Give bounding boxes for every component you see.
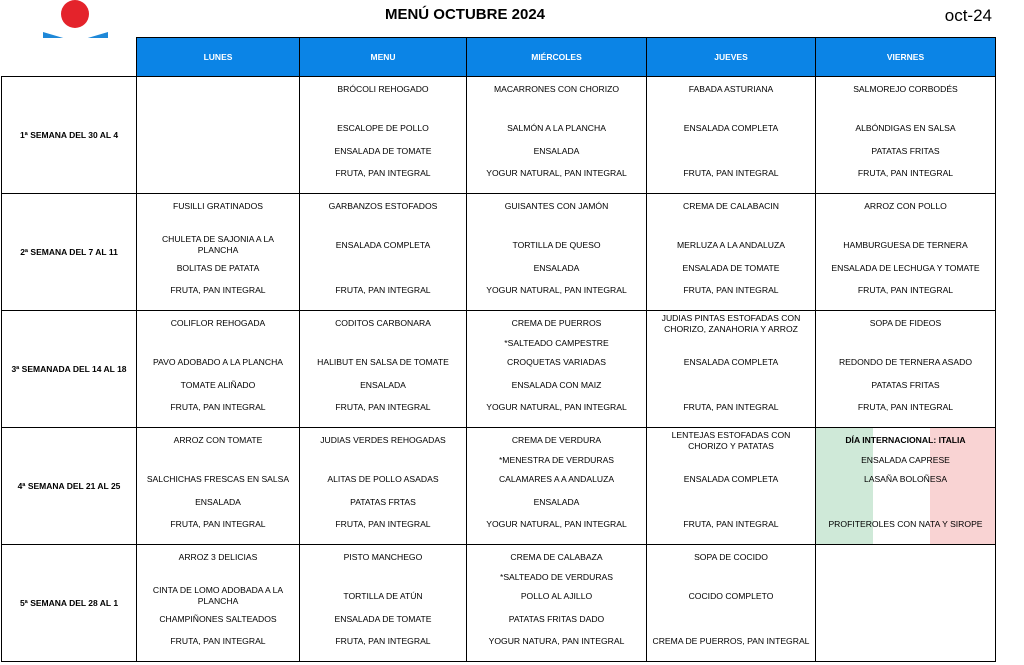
dish: ALITAS DE POLLO ASADAS bbox=[327, 474, 439, 484]
page-title: MENÚ OCTUBRE 2024 bbox=[384, 6, 546, 23]
dish: JUDIAS VERDES REHOGADAS bbox=[320, 435, 446, 445]
dish: TORTILLA DE QUESO bbox=[512, 240, 601, 250]
dish: HAMBURGUESA DE TERNERA bbox=[843, 240, 968, 250]
dish: SALMÓN A LA PLANCHA bbox=[507, 123, 606, 133]
day-cell bbox=[647, 428, 816, 545]
dish: ENSALADA bbox=[360, 380, 406, 390]
day-cell bbox=[137, 77, 300, 194]
dish: FRUTA, PAN INTEGRAL bbox=[335, 168, 431, 178]
dish: BOLITAS DE PATATA bbox=[176, 263, 260, 273]
day-cell bbox=[467, 428, 647, 545]
dish: JUDIAS PINTAS ESTOFADAS CON CHORIZO, ZANAHORIA Y ARROZ bbox=[661, 313, 801, 334]
day-cell bbox=[300, 194, 467, 311]
col-header-miercoles: MIÉRCOLES bbox=[467, 38, 647, 77]
dish: FRUTA, PAN INTEGRAL bbox=[170, 285, 266, 295]
col-header-jueves: JUEVES bbox=[647, 38, 816, 77]
week-label: 5ª SEMANA DEL 28 AL 1 bbox=[2, 545, 137, 662]
dish: ENSALADA CON MAIZ bbox=[511, 380, 602, 390]
day-cell bbox=[816, 311, 996, 428]
dish: PROFITEROLES CON NATA Y SIROPE bbox=[828, 519, 983, 529]
dish: PATATAS FRITAS bbox=[871, 380, 940, 390]
dish: CROQUETAS VARIADAS bbox=[506, 357, 606, 367]
dish: SOPA DE COCIDO bbox=[694, 552, 768, 562]
corner-cell bbox=[2, 38, 137, 77]
dish: PATATAS FRITAS bbox=[871, 146, 940, 156]
day-cell bbox=[137, 311, 300, 428]
menu-date: oct-24 bbox=[944, 6, 992, 25]
week-row bbox=[2, 428, 996, 545]
dish: LASAÑA BOLOÑESA bbox=[863, 474, 948, 484]
col-header-lunes: LUNES bbox=[137, 38, 300, 77]
dish: FRUTA, PAN INTEGRAL bbox=[683, 285, 779, 295]
week-label: 4ª SEMANA DEL 21 AL 25 bbox=[2, 428, 137, 545]
dish: ENSALADA COMPLETA bbox=[683, 357, 779, 367]
international-day-label: DÍA INTERNACIONAL: ITALIA bbox=[845, 435, 966, 445]
dish: ARROZ 3 DELICIAS bbox=[178, 552, 258, 562]
dish: *SALTEADO CAMPESTRE bbox=[504, 338, 609, 348]
week-row bbox=[2, 77, 996, 194]
day-cell bbox=[137, 545, 300, 662]
dish: MACARRONES CON CHORIZO bbox=[493, 84, 620, 94]
dish: COCIDO COMPLETO bbox=[688, 591, 774, 601]
dish: *MENESTRA DE VERDURAS bbox=[498, 455, 615, 465]
day-cell bbox=[300, 77, 467, 194]
dish: CALAMARES A A ANDALUZA bbox=[498, 474, 615, 484]
day-cell bbox=[137, 428, 300, 545]
dish: ENSALADA COMPLETA bbox=[683, 123, 779, 133]
day-cell bbox=[816, 194, 996, 311]
dish: GUISANTES CON JAMÓN bbox=[504, 201, 609, 211]
menu-table bbox=[1, 37, 996, 662]
dish: FRUTA, PAN INTEGRAL bbox=[335, 285, 431, 295]
dish: ENSALADA DE TOMATE bbox=[334, 146, 432, 156]
day-cell bbox=[467, 77, 647, 194]
dish: CODITOS CARBONARA bbox=[335, 318, 431, 328]
dish: FRUTA, PAN INTEGRAL bbox=[857, 168, 954, 178]
dish: PAVO ADOBADO A LA PLANCHA bbox=[152, 357, 284, 367]
dish: ALBÓNDIGAS EN SALSA bbox=[855, 123, 956, 133]
dish: YOGUR NATURAL, PAN INTEGRAL bbox=[486, 285, 627, 295]
dish: FRUTA, PAN INTEGRAL bbox=[857, 402, 954, 412]
dish: FUSILLI GRATINADOS bbox=[172, 201, 264, 211]
dish: CREMA DE PUERROS bbox=[511, 318, 602, 328]
dish: FRUTA, PAN INTEGRAL bbox=[170, 519, 266, 529]
dish: MERLUZA A LA ANDALUZA bbox=[677, 240, 785, 250]
dish: CREMA DE VERDURA bbox=[511, 435, 602, 445]
dish: LENTEJAS ESTOFADAS CON CHORIZO Y PATATAS bbox=[671, 430, 791, 451]
dish: CINTA DE LOMO ADOBADA A LA PLANCHA bbox=[152, 585, 284, 606]
dish: YOGUR NATURAL, PAN INTEGRAL bbox=[486, 168, 627, 178]
dish: REDONDO DE TERNERA ASADO bbox=[838, 357, 973, 367]
week-label: 3ª SEMANADA DEL 14 AL 18 bbox=[2, 311, 137, 428]
dish: FRUTA, PAN INTEGRAL bbox=[335, 402, 431, 412]
dish: YOGUR NATURAL, PAN INTEGRAL bbox=[486, 519, 627, 529]
week-label: 2ª SEMANA DEL 7 AL 11 bbox=[2, 194, 137, 311]
dish: TORTILLA DE ATÚN bbox=[343, 591, 423, 601]
dish: COLIFLOR REHOGADA bbox=[170, 318, 266, 328]
dish: FRUTA, PAN INTEGRAL bbox=[683, 168, 779, 178]
day-cell bbox=[467, 194, 647, 311]
dish: ENSALADA bbox=[533, 497, 580, 507]
day-cell bbox=[300, 311, 467, 428]
dish: FABADA ASTURIANA bbox=[688, 84, 774, 94]
dish: SALCHICHAS FRESCAS EN SALSA bbox=[146, 474, 290, 484]
week-row bbox=[2, 311, 996, 428]
dish: FRUTA, PAN INTEGRAL bbox=[335, 636, 431, 646]
dish: ENSALADA bbox=[195, 497, 241, 507]
dish: PATATAS FRTAS bbox=[350, 497, 416, 507]
day-cell bbox=[647, 311, 816, 428]
day-cell bbox=[816, 77, 996, 194]
day-cell bbox=[300, 545, 467, 662]
dish: ENSALADA bbox=[533, 146, 580, 156]
day-cell-empty bbox=[816, 545, 996, 662]
day-cell bbox=[467, 545, 647, 662]
dish: FRUTA, PAN INTEGRAL bbox=[170, 636, 266, 646]
dish: PISTO MANCHEGO bbox=[343, 552, 423, 562]
week-row bbox=[2, 194, 996, 311]
dish: ARROZ CON POLLO bbox=[864, 201, 947, 211]
day-cell bbox=[137, 194, 300, 311]
dish: BRÓCOLI REHOGADO bbox=[337, 84, 429, 94]
header-row bbox=[2, 38, 996, 77]
dish: FRUTA, PAN INTEGRAL bbox=[683, 519, 779, 529]
dish: ESCALOPE DE POLLO bbox=[337, 123, 429, 133]
dish: YOGUR NATURA, PAN INTEGRAL bbox=[488, 636, 625, 646]
week-row bbox=[2, 545, 996, 662]
dish: ENSALADA DE LECHUGA Y TOMATE bbox=[831, 263, 980, 273]
dish: CHAMPIÑONES SALTEADOS bbox=[159, 614, 277, 624]
dish: ENSALADA CAPRESE bbox=[861, 455, 950, 465]
dish: FRUTA, PAN INTEGRAL bbox=[170, 402, 266, 412]
dish: *SALTEADO DE VERDURAS bbox=[499, 572, 614, 582]
dish: CREMA DE CALABACIN bbox=[683, 201, 779, 211]
dish: CHULETA DE SAJONIA A LA PLANCHA bbox=[161, 234, 275, 255]
dish: FRUTA, PAN INTEGRAL bbox=[335, 519, 431, 529]
dish: ENSALADA DE TOMATE bbox=[334, 614, 432, 624]
dish: SALMOREJO CORBODÉS bbox=[853, 84, 958, 94]
dish: ENSALADA COMPLETA bbox=[335, 240, 431, 250]
dish: TOMATE ALIÑADO bbox=[180, 380, 256, 390]
dish: FRUTA, PAN INTEGRAL bbox=[857, 285, 954, 295]
col-header-menu: MENU bbox=[300, 38, 467, 77]
dish: CREMA DE CALABAZA bbox=[510, 552, 603, 562]
day-cell bbox=[647, 194, 816, 311]
dish: ENSALADA DE TOMATE bbox=[682, 263, 780, 273]
col-header-viernes: VIERNES bbox=[816, 38, 996, 77]
dish: ARROZ CON TOMATE bbox=[173, 435, 263, 445]
dish: CREMA DE PUERROS, PAN INTEGRAL bbox=[652, 636, 810, 646]
day-cell bbox=[647, 545, 816, 662]
dish: ENSALADA COMPLETA bbox=[683, 474, 779, 484]
dish: SOPA DE FIDEOS bbox=[869, 318, 942, 328]
dish: ENSALADA bbox=[533, 263, 580, 273]
day-cell bbox=[467, 311, 647, 428]
dish: GARBANZOS ESTOFADOS bbox=[328, 201, 438, 211]
day-cell-italy bbox=[816, 428, 996, 545]
week-label: 1ª SEMANA DEL 30 AL 4 bbox=[2, 77, 137, 194]
day-cell bbox=[647, 77, 816, 194]
dish: FRUTA, PAN INTEGRAL bbox=[683, 402, 779, 412]
day-cell bbox=[300, 428, 467, 545]
dish: YOGUR NATURAL, PAN INTEGRAL bbox=[486, 402, 627, 412]
dish: HALIBUT EN SALSA DE TOMATE bbox=[317, 357, 449, 367]
dish: POLLO AL AJILLO bbox=[520, 591, 593, 601]
dish: PATATAS FRITAS DADO bbox=[508, 614, 605, 624]
